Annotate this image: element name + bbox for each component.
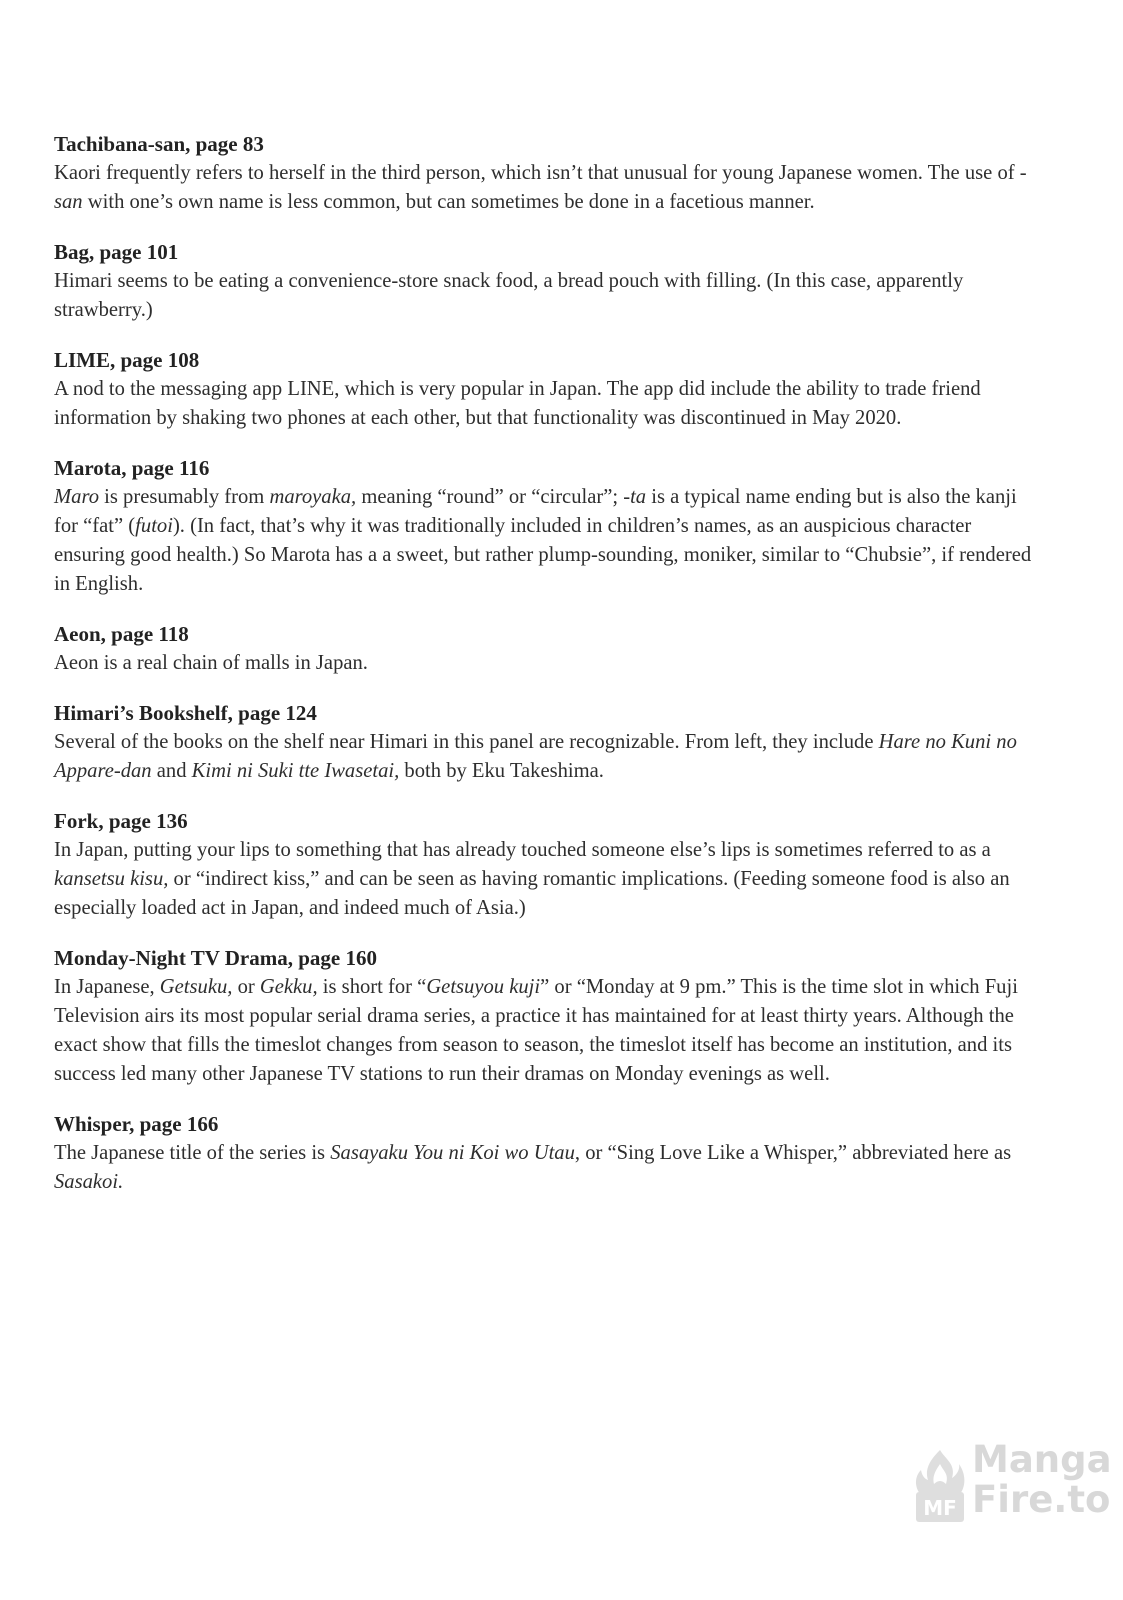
note-heading: Marota, page 116 — [54, 456, 210, 480]
note-body — [54, 267, 1044, 325]
note-text: is presumably from — [99, 486, 270, 508]
note-text: is short for “ — [317, 976, 427, 998]
note-text: The Japanese title of the series is — [54, 1142, 331, 1164]
note-italic-term: kansetsu kisu, — [54, 868, 169, 890]
note-heading: Fork, page 136 — [54, 809, 188, 833]
note-italic-term: Hare no Kuni no Appare-dan — [54, 731, 1017, 782]
note-text: is a typical name ending but is also the kanji for “fat” ( — [54, 486, 1017, 537]
note-text: Himari seems to be eating a convenience-store snack food, a bread pouch with filling. (In this case, apparently strawberry.) — [54, 270, 964, 321]
note-entry — [54, 130, 1044, 217]
note-italic-term: Maro — [54, 486, 99, 508]
note-entry — [54, 454, 1044, 599]
note-text: In Japanese, — [54, 976, 160, 998]
note-body — [54, 483, 1044, 599]
note-entry — [54, 699, 1044, 786]
note-text: with one’s own name is less common, but can sometimes be done in a facetious manner. — [82, 191, 815, 213]
note-body — [54, 836, 1044, 923]
note-heading: Bag, page 101 — [54, 240, 179, 264]
translation-notes — [54, 130, 1044, 1218]
watermark-text — [972, 1440, 1112, 1520]
note-body — [54, 375, 1044, 433]
note-text: A nod to the messaging app LINE, which is very popular in Japan. The app did include the ability to trade friend information by shaking two phones at each other, but that functionality was discontinued in May 2020. — [54, 378, 981, 429]
note-text: meaning “round” or “circular”; — [356, 486, 624, 508]
note-italic-term: maroyaka, — [269, 486, 357, 508]
note-body — [54, 973, 1044, 1089]
note-entry — [54, 807, 1044, 923]
note-text: or — [232, 976, 260, 998]
note-entry — [54, 620, 1044, 678]
mangafire-watermark — [912, 1438, 1112, 1550]
note-text: In Japan, putting your lips to something that has already touched someone else’s lips is sometimes referred to as a — [54, 839, 991, 861]
note-italic-term: Sasakoi. — [54, 1171, 124, 1193]
svg-text:MF: MF — [923, 1496, 957, 1520]
flame-mf-logo-icon — [912, 1446, 968, 1526]
note-heading: LIME, page 108 — [54, 348, 200, 372]
note-body — [54, 728, 1044, 786]
note-text: ). (In fact, that’s why it was traditionally included in children’s names, as an auspicious character ensuring good health.) So Marota has a a sweet, but rather plump-sounding, moniker, similar to “Chubsie”, if rendered in English. — [54, 515, 1032, 595]
note-entry — [54, 238, 1044, 325]
note-text: both by Eku Takeshima. — [399, 760, 604, 782]
note-italic-term: Gekku, — [259, 976, 318, 998]
note-body — [54, 159, 1044, 217]
note-body — [54, 649, 1044, 678]
note-entry — [54, 1110, 1044, 1197]
note-italic-term: Sasayaku You ni Koi wo Utau — [330, 1142, 575, 1164]
note-heading: Monday-Night TV Drama, page 160 — [54, 946, 377, 970]
note-italic-term: Getsuku, — [159, 976, 233, 998]
note-entry — [54, 944, 1044, 1089]
watermark-line-1: Manga — [972, 1438, 1112, 1481]
note-text: Several of the books on the shelf near Himari in this panel are recognizable. From left, they include — [54, 731, 879, 753]
note-heading: Himari’s Bookshelf, page 124 — [54, 701, 317, 725]
watermark-line-2: Fire.to — [972, 1478, 1111, 1521]
note-heading: Tachibana-san, page 83 — [54, 132, 264, 156]
note-text: , or “Sing Love Like a Whisper,” abbreviated here as — [574, 1142, 1012, 1164]
note-italic-term: Getsuyou kuji — [426, 976, 541, 998]
note-heading: Aeon, page 118 — [54, 622, 189, 646]
note-body — [54, 1139, 1044, 1197]
note-italic-term: -san — [54, 162, 1027, 213]
note-text: Aeon is a real chain of malls in Japan. — [54, 652, 368, 674]
note-italic-term: futoi — [135, 515, 173, 537]
note-text: and — [151, 760, 192, 782]
note-entry — [54, 346, 1044, 433]
note-text: Kaori frequently refers to herself in the third person, which isn’t that unusual for young Japanese women. The use of — [54, 162, 1020, 184]
note-heading: Whisper, page 166 — [54, 1112, 219, 1136]
note-italic-term: -ta — [623, 486, 647, 508]
note-text: or “indirect kiss,” and can be seen as having romantic implications. (Feeding someone food is also an especially loaded act in Japan, and indeed much of Asia.) — [54, 868, 1010, 919]
note-italic-term: Kimi ni Suki tte Iwasetai, — [191, 760, 400, 782]
note-text: ” or “Monday at 9 pm.” This is the time slot in which Fuji Television airs its most popular serial drama series, a practice it has maintained for at least thirty years. Although the exact show that fills the timeslot changes from season to season, the timeslot itself has become an institution, and its success led many other Japanese TV stations to run their dramas on Monday evenings as well. — [54, 976, 1018, 1085]
